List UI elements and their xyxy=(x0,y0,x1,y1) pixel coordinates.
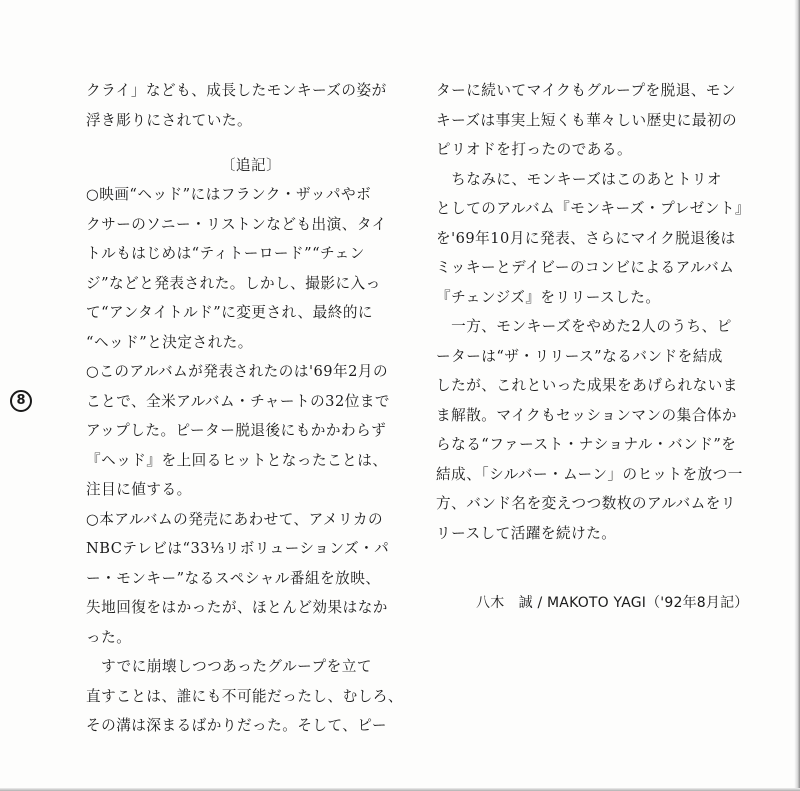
text-line: NBCテレビは“33⅓リボリューションズ・パ xyxy=(86,540,390,557)
text-line: った。 xyxy=(86,628,132,646)
text-line: 結成、「シルバー・ムーン」のヒットを放つ一 xyxy=(436,465,743,483)
text-line: クサーのソニー・リストンなども出演、タイ xyxy=(86,215,387,233)
text-line: したが、これといった成果をあげられないま xyxy=(436,377,738,394)
text-line: ー・モンキー”なるスペシャル番組を放映、 xyxy=(86,569,381,587)
text-line: ま解散。マイクもセッションマンの集合体か xyxy=(436,406,738,424)
text-line: ミッキーとデイビーのコンビによるアルバム xyxy=(436,259,735,276)
text-line: 一方、モンキーズをやめた2人のうち、ピ xyxy=(436,318,732,335)
text-line: すでに崩壊しつつあったグループを立て xyxy=(86,658,372,675)
text-line: て“アンタイトルド”に変更され、最終的に xyxy=(86,304,374,321)
text-line: ーターは“ザ・リリース”なるバンドを結成 xyxy=(436,347,723,365)
text-line: としてのアルバム『モンキーズ・プレゼント』 xyxy=(436,200,751,217)
text-line: “ヘッド”と決定された。 xyxy=(86,333,253,351)
text-line: ちなみに、モンキーズはこのあとトリオ xyxy=(436,170,722,188)
text-line: ピリオドを打ったのである。 xyxy=(436,141,633,158)
text-line: クライ」なども、成長したモンキーズの姿が xyxy=(86,82,387,99)
text-line: を'69年10月に発表、さらにマイク脱退後は xyxy=(436,229,736,247)
text-line: 『ヘッド』を上回るヒットとなったことは、 xyxy=(86,451,388,469)
text-line: その溝は深まるばかりだった。そして、ピー xyxy=(86,717,388,734)
text-line: 『チェンジズ』をリリースした。 xyxy=(436,288,661,306)
text-line: 浮き彫りにされていた。 xyxy=(86,111,253,129)
right-text-column xyxy=(436,76,768,548)
author-credit: 八木 誠 / MAKOTO YAGI（'92年8月記） xyxy=(476,595,749,611)
text-line: ジ”などと発表された。しかし、撮影に入っ xyxy=(86,274,381,292)
text-line: 方、バンド名を変えつつ数枚のアルバムをリ xyxy=(436,495,736,512)
text-line: キーズは事実上短くも華々しい歴史に最初の xyxy=(436,111,738,129)
left-text-column xyxy=(86,76,406,741)
text-line: ○本アルバムの発売にあわせて、アメリカの xyxy=(86,510,384,528)
text-line: 失地回復をはかったが、ほとんど効果はなか xyxy=(86,599,388,616)
text-line: ことで、全米アルバム・チャートの32位まで xyxy=(86,392,391,410)
text-line: 直すことは、誰にも不可能だったし、むしろ、 xyxy=(86,687,403,705)
page-edge-shadow xyxy=(794,0,800,791)
text-line: リースして活躍を続けた。 xyxy=(436,524,617,542)
page-number-badge: 8 xyxy=(10,390,32,412)
text-line: ターに続いてマイクもグループを脱退、モン xyxy=(436,82,737,99)
text-line: 注目に値する。 xyxy=(86,481,192,498)
text-line: アップした。ピーター脱退後にもかかわらず xyxy=(86,422,387,439)
note-heading: 〔追記〕 xyxy=(220,156,282,174)
text-line: らなる“ファースト・ナショナル・バンド”を xyxy=(436,436,737,453)
text-line: ○映画“ヘッド”にはフランク・ザッパやボ xyxy=(86,186,372,203)
text-line: ○このアルバムが発表されたのは'69年2月の xyxy=(86,363,389,380)
text-line: トルもはじめは“ティトーロード”“チェン xyxy=(86,245,365,262)
